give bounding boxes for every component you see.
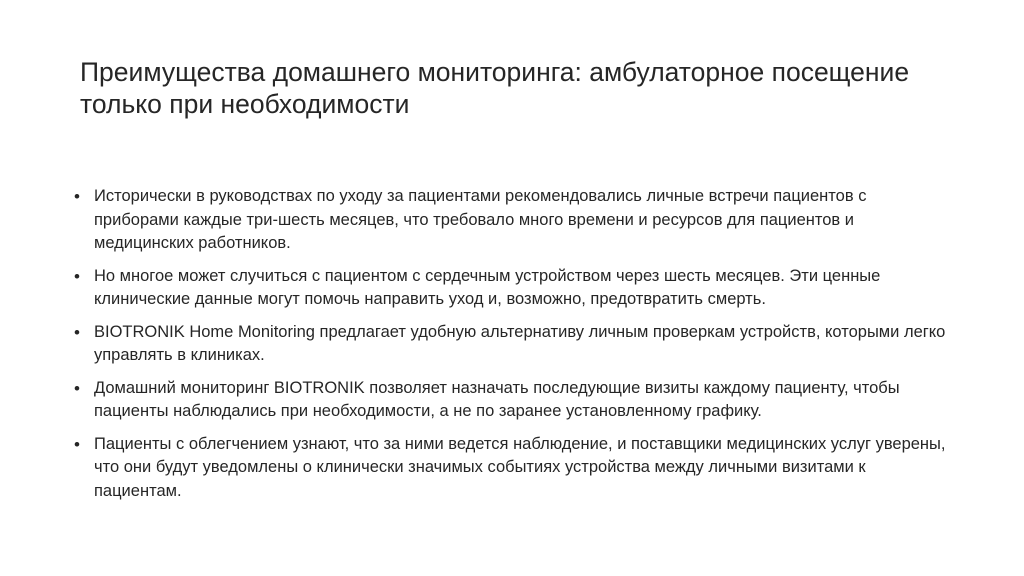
list-item: [72, 265, 952, 312]
list-item: [72, 433, 952, 504]
bullet-text: Домашний мониторинг BIOTRONIK позволяет назначать последующие визиты каждому пациенту, чтобы пациенты наблюдались при необходимости, а не по заранее установленному графику.: [94, 378, 900, 420]
list-item: [72, 321, 952, 368]
slide-title: Преимущества домашнего мониторинга: амбулаторное посещение только при необходимости: [80, 57, 910, 119]
bullet-marker: •: [74, 266, 80, 286]
bullet-text: Пациенты с облегчением узнают, что за ними ведется наблюдение, и поставщики медицинских услуг уверены, что они будут уведомлены о клинически значимых событиях устройства между личными визитами к пациентам.: [94, 434, 946, 500]
list-item: [72, 377, 952, 424]
bullet-marker: •: [74, 322, 80, 342]
list-item: [72, 185, 952, 256]
bullet-text: Исторически в руководствах по уходу за пациентами рекомендовались личные встречи пациентов с приборами каждые три-шесть месяцев, что требовало много времени и ресурсов для пациентов и медицинских работников.: [94, 187, 867, 252]
bullet-text: BIOTRONIK Home Monitoring предлагает удобную альтернативу личным проверкам устройств, которыми легко управлять в клиниках.: [94, 322, 946, 364]
bullet-text: Но многое может случиться с пациентом с сердечным устройством через шесть месяцев. Эти ценные клинические данные могут помочь направить уход и, возможно, предотвратить смерть.: [94, 266, 881, 308]
bullet-marker: •: [74, 187, 80, 206]
bullet-list: [72, 185, 952, 512]
bullet-marker: •: [74, 434, 80, 454]
bullet-marker: •: [74, 378, 80, 398]
